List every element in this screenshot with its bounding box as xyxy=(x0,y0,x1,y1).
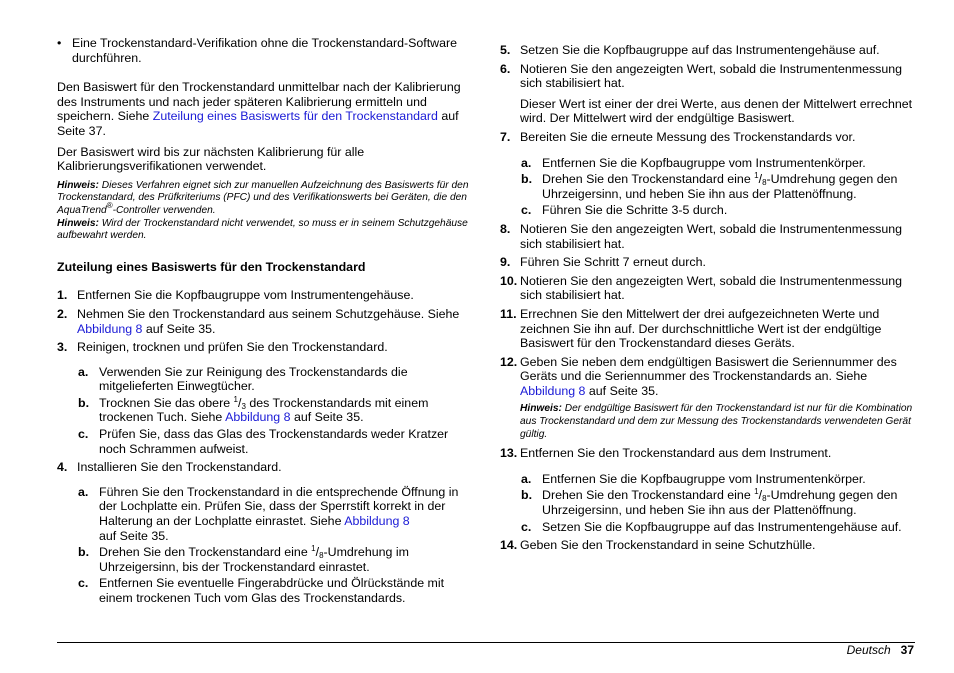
step-4c: c. Entfernen Sie eventuelle Fingerabdrücke und Ölrückstände mit einem trockenen Tuch vom Glas des Trockenstandards. xyxy=(78,576,445,605)
step-3a: a. Verwenden Sie zur Reinigung des Trockenstandards die mitgelieferten Einwegtücher. xyxy=(78,364,408,394)
step-6-paragraph: Dieser Wert ist einer der drei Werte, aus denen der Mittelwert errechnet wird. Der Mittelwert wird der endgültige Basiswert. xyxy=(520,96,913,126)
step-6: 6. Notieren Sie den angezeigten Wert, sobald die Instrumentenmessung sich stabilisiert hat. xyxy=(500,61,903,91)
step-14: 14. Geben Sie den Trockenstandard in seine Schutzhülle. xyxy=(500,538,816,553)
bullet-text: Eine Trockenstandard-Verifikation ohne die Trockenstandard-Software durchführen. xyxy=(72,36,458,65)
step-7a: a. Entfernen Sie die Kopfbaugruppe vom Instrumentenkörper. xyxy=(521,155,866,170)
step-5: 5. Setzen Sie die Kopfbaugruppe auf das Instrumentengehäuse auf. xyxy=(500,43,880,57)
step-13a: a. Entfernen Sie die Kopfbaugruppe vom Instrumentenkörper. xyxy=(521,471,866,486)
step-4b: b. Drehen Sie den Trockenstandard eine $^1/_8$-Umdrehung im Uhrzeigersinn, bis der Trockenstandard einrastet. xyxy=(78,544,409,574)
step-10: 10. Notieren Sie den angezeigten Wert, sobald die Instrumentenmessung sich stabilisiert hat. xyxy=(500,273,903,303)
bullet-item xyxy=(57,36,473,65)
step-7c: c. Führen Sie die Schritte 3-5 durch. xyxy=(521,203,728,218)
step-13: 13. Entfernen Sie den Trockenstandard aus dem Instrument. xyxy=(500,446,832,461)
step-12: 12. Geben Sie neben dem endgültigen Basiswert die Seriennummer des Geräts und die Seriennummer des Trockenstandards an. Siehe Abbildung 8 auf Seite 35. xyxy=(500,354,897,398)
step-4a: a. Führen Sie den Trockenstandard in die entsprechende Öffnung in der Lochplatte ein. Prüfen Sie, dass der Sperrstift korrekt in der Halterung an der Lochplatte einrastet. Siehe Abbildung 8 auf Seite 35. xyxy=(78,484,459,543)
page-footer xyxy=(847,643,914,657)
step-11: 11. Errechnen Sie den Mittelwert der drei aufgezeichneten Werte und zeichnen Sie ihn auf. Der durchschnittliche Wert ist der endgültige Basiswert für den Trockenstandard dieses Geräts. xyxy=(500,306,882,351)
step-3c: c. Prüfen Sie, dass das Glas des Trockenstandards weder Kratzer noch Schrammen aufweist. xyxy=(78,427,449,456)
step-13b: b. Drehen Sie den Trockenstandard eine $^1/_8$-Umdrehung gegen den Uhrzeigersinn, und heben Sie ihn aus der Plattenöffnung. xyxy=(521,487,898,518)
link-abbildung-8[interactable]: Abbildung 8 xyxy=(77,321,143,336)
right-column xyxy=(500,43,915,553)
page-number: 37 xyxy=(900,643,914,657)
step-3: 3. Reinigen, trocknen und prüfen Sie den Trockenstandard. xyxy=(57,340,388,355)
step-4: 4. Installieren Sie den Trockenstandard. xyxy=(57,460,282,475)
paragraph-basiswert: Den Basiswert für den Trockenstandard unmittelbar nach der Kalibrierung des Instruments und nach jeder späteren Kalibrierung ermitteln und speichern. Siehe Zuteilung eines Basiswerts für den Trockenstandard auf Seite 37. xyxy=(57,80,461,138)
left-column xyxy=(57,36,473,606)
step-2: 2. Nehmen Sie den Trockenstandard aus seinem Schutzgehäuse. Siehe Abbildung 8 auf Seite 35. xyxy=(57,306,460,336)
footer-language: Deutsch xyxy=(846,643,891,657)
step-7b: b. Drehen Sie den Trockenstandard eine $^1/_8$-Umdrehung gegen den Uhrzeigersinn, und heben Sie ihn aus der Plattenöffnung. xyxy=(521,171,898,201)
link-abbildung-8[interactable]: Abbildung 8 xyxy=(344,514,410,529)
step-1: 1. Entfernen Sie die Kopfbaugruppe vom Instrumentengehäuse. xyxy=(57,288,414,303)
link-zuteilung[interactable]: Zuteilung eines Basiswerts für den Trockenstandard xyxy=(152,109,438,124)
paragraph-kalibrierung: Der Basiswert wird bis zur nächsten Kalibrierung für alle Kalibrierungsverifikationen verwendet. xyxy=(57,144,365,174)
link-abbildung-8[interactable]: Abbildung 8 xyxy=(520,383,586,398)
note-verfahren: Hinweis: Dieses Verfahren eignet sich zur manuellen Aufzeichnung des Basiswerts für den Trockenstandard, des Prüfkriteriums (PFC) und des Verifikationswerts bei Geräten, die den AquaTrend®-Controller verwenden. xyxy=(57,179,469,216)
footer-rule xyxy=(57,642,915,643)
step-13c: c. Setzen Sie die Kopfbaugruppe auf das Instrumentengehäuse auf. xyxy=(521,519,902,534)
bullet-marker: • xyxy=(57,36,62,50)
section-heading: Zuteilung eines Basiswerts für den Trockenstandard xyxy=(57,259,366,274)
note-aufbewahrung: Hinweis: Wird der Trockenstandard nicht verwendet, so muss er in seinem Schutzgehäuse aufbewahrt werden. xyxy=(57,217,468,242)
step-8: 8. Notieren Sie den angezeigten Wert, sobald die Instrumentenmessung sich stabilisiert hat. xyxy=(500,221,903,251)
step-7: 7. Bereiten Sie die erneute Messung des Trockenstandards vor. xyxy=(500,129,856,144)
link-abbildung-8[interactable]: Abbildung 8 xyxy=(225,410,291,425)
step-3b: b. Trocknen Sie das obere $^1/_3$ des Trockenstandards mit einem trockenen Tuch. Siehe Abbildung 8 auf Seite 35. xyxy=(78,394,429,425)
note-basiswert: Hinweis: Der endgültige Basiswert für den Trockenstandard ist nur für die Kombination aus Trockenstandard und dem zur Messung des Trockenstandards verwendeten Gerät gültig. xyxy=(520,403,913,440)
step-9: 9. Führen Sie Schritt 7 erneut durch. xyxy=(500,255,706,270)
